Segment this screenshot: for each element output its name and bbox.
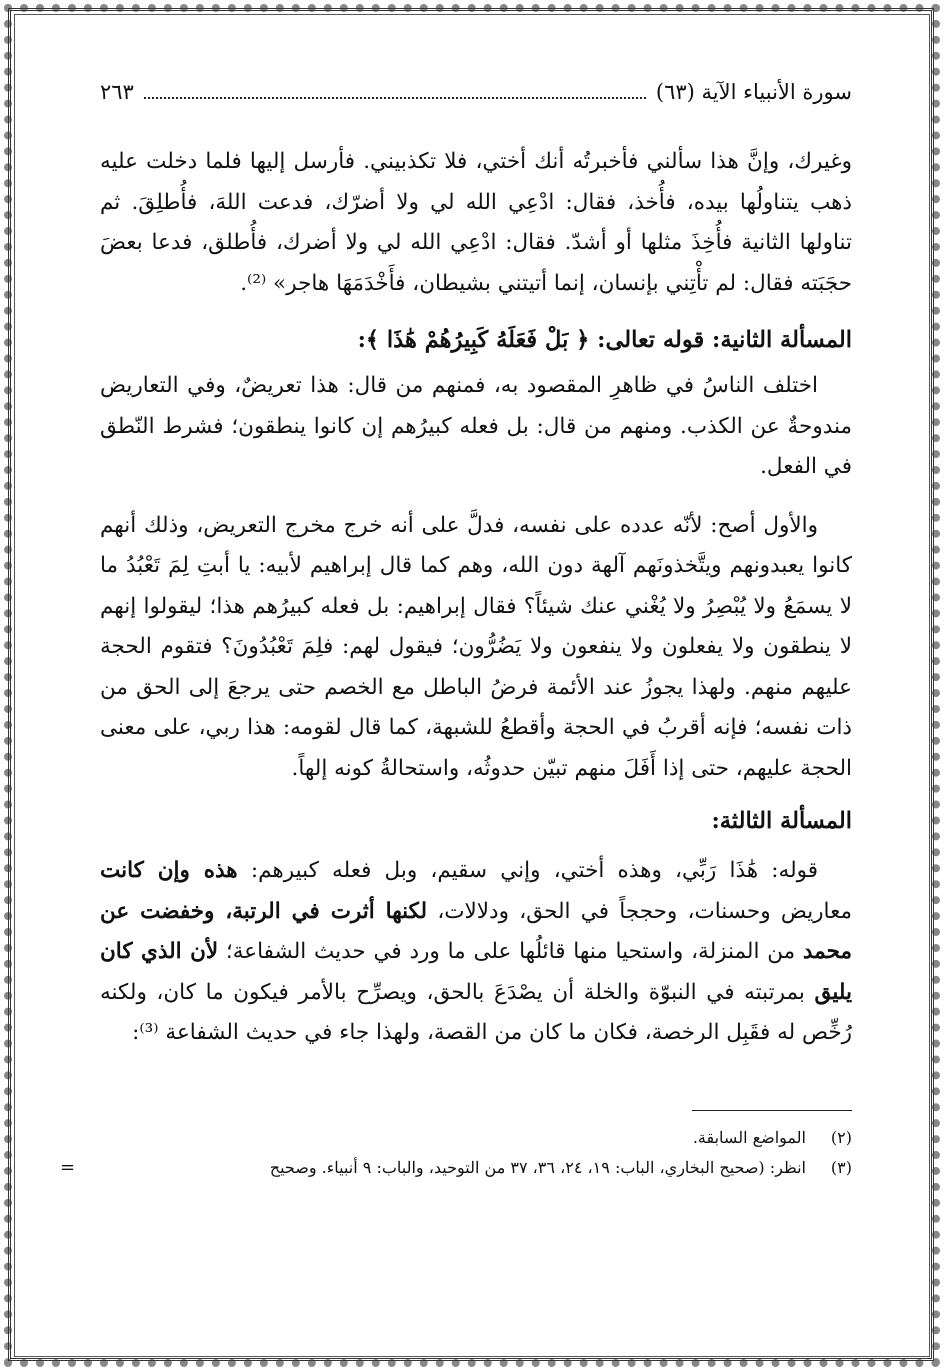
footnote-3 (60, 1153, 852, 1183)
page-number: ٢٦٣ (100, 80, 134, 104)
paragraph-hadith-continuation: وغيرك، وإنَّ هذا سألني فأخبرتُه أنك أختي، فلا تكذبيني. فأرسل إليها فلما دخلت عليه ذهب يتناولُها بيده، فأُخذ، فقال: ادْعِي الله لي ولا أضرّك، فدعت اللهَ، فأُطلِقَ. ثم تناولها الثانية فأُخِذَ مثلها أو أشدّ. فقال: ادْعِي الله لي ولا أضرك، فأُطلق، فدعا بعضَ حجَبَته فقال: لم تأْتِني بإنسان، إنما أتيتني بشيطان، فأَخْدَمَهَا هاجر» ⁽²⁾. (100, 149, 852, 296)
bold-segment: لأن الذي كان يليق (100, 939, 852, 1005)
footnote-2 (100, 1123, 852, 1153)
footnote-separator (692, 1110, 852, 1111)
section-heading-second-issue: المسألة الثانية: قوله تعالى: ﴿ بَلْ فَعَلَهُ كَبِيرُهُمْ هَٰذَا ﴾: (357, 327, 852, 353)
paragraph-third-issue (100, 851, 852, 1054)
bold-segment: هذه وإن كانت (100, 858, 238, 883)
text-segment: من المنزلة، واستحيا منها قائلُها على ما ورد في حديث الشفاعة؛ (218, 939, 803, 964)
continuation-mark: = (60, 1156, 76, 1178)
paragraph-disagreement: اختلف الناسُ في ظاهرِ المقصود به، فمنهم من قال: هذا تعريضٌ، وفي التعاريض مندوحةٌ عن الكذب. ومنهم من قال: بل فعله كبيرُهم إن كانوا ينطقون؛ فشرط النّطق في الفعل. (100, 373, 852, 479)
page-content (60, 80, 852, 1350)
paragraph-first-opinion: والأول أصح: لأنّه عدده على نفسه، فدلَّ على أنه خرج مخرج التعريض، وذلك أنهم كانوا يعبدونهم ويتَّخذونَهم آلهة دون الله، وهم كما قال إبراهيم لأبيه: يا أبتِ لِمَ تَعْبُدُ ما لا يسمَعُ ولا يُبْصِرُ ولا يُغْني عنك شيئاً؟ فقال إبراهيم: بل فعله كبيرُهم هذا؛ ليقولوا إنهم لا ينطقون ولا يفعلون ولا ينفعون ولا يَضُرُّون؛ فيقول لهم: فلِمَ تَعْبُدُونَ؟ فتقوم الحجة عليهم منهم. ولهذا يجوزُ عند الأئمة فرضُ الباطل مع الخصم حتى يرجعَ إلى الحق من ذات نفسه؛ فإنه أقربُ في الحجة وأقطعُ للشبهة، كما قال لقومه: هذا ربي، على معنى الحجة عليهم، حتى إذا أَفَلَ منهم تبيّن حدوثُه، واستحالةُ كونه إلهاً. (100, 512, 852, 781)
text-segment: معاريض وحسنات، وحججاً في الحق، ودلالات، (427, 898, 852, 924)
section-heading-third-issue: المسألة الثالثة: (711, 808, 852, 834)
footnote-text: المواضع السابقة. (692, 1127, 806, 1147)
bold-segment: لكنها أثرت في الرتبة، وخفضت عن محمد (100, 898, 852, 964)
header-title: سورة الأنبياء الآية (٦٣) (655, 80, 852, 104)
footnote-text: انظر: (صحيح البخاري، الباب: ١٩، ٢٤، ٣٦، ٣٧ من التوحيد، والباب: ٩ أنبياء. وصحيح (269, 1157, 806, 1177)
header-leader-dots (144, 87, 646, 99)
running-header (100, 80, 852, 124)
text-segment: قوله: هَٰذَا رَبِّي، وهذه أختي، وإني سقيم، وبل فعله كبيرهم: (237, 858, 819, 883)
text-segment: بمرتبته في النبوّة والخلة أن يصْدَعَ بالحق، ويصرِّح بالأمر فيكون ما كان، ولكنه رُخِّص له فقَبِل الرخصة، فكان ما كان من القصة، ولهذا جاء في حديث الشفاعة ⁽³⁾: (100, 979, 852, 1045)
footnote-key: (٢) (830, 1127, 852, 1147)
footnote-key: (٣) (830, 1157, 852, 1177)
